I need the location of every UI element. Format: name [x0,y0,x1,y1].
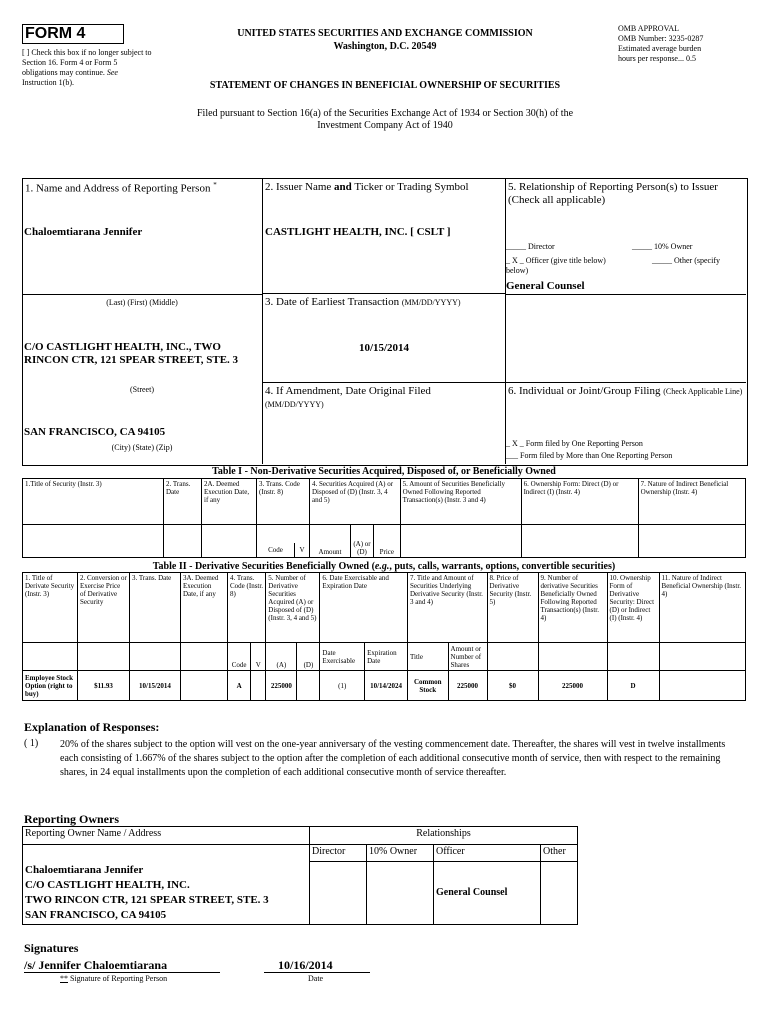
box6-label: 6. Individual or Joint/Group Filing (Check Applicable Line) [508,385,743,397]
name-caption: (Last) (First) (Middle) [106,298,178,307]
table2-title: Table II - Derivative Securities Beneficially Owned (e.g., puts, calls, warrants, options, convertible securities) [152,561,616,572]
top-box-grid [22,178,748,466]
filed-pursuant: Filed pursuant to Section 16(a) of the Securities Exchange Act of 1934 or Section 30(h) of the Investment Company Act of 1940 [196,108,574,131]
box4-label: 4. If Amendment, Date Original Filed [265,385,431,397]
table2: 1. Title of Derivate Security (Instr. 3) 2. Conversion or Exercise Price of Derivative Security 3. Trans. Date 3A. Deemed Execution Date, if any 4. Trans. Code (Instr. 8) 5. Number of Derivative Securities Acquired (A) or Disposed of (D) (Instr. 3, 4 and 5) 6. Date Exercisable and Expiration Date 7. Title and Amount of Securities Underlying Derivative Security (Instr. 3 and 4) 8. Price of Derivative Security (Instr. 5) 9. Number of derivative Securities Beneficially Owned Following Reported Transaction(s) (Instr. 4) 10. Ownership Form of Derivative Security: Direct (D) or Indirect (I) (Instr. 4) 11. Nature of Indirect Beneficial Ownership (Instr. 4) Code V (A) (D) Date Exercisable Expiration Date Title Amount or Number of Shares Employee Stock Option (right to buy) $11.93 10/15/2014 A 225000 (1) 10/14/2024 Common Stock 225000 $0 225000 D [22,572,746,701]
filing-option-one: _ X _ Form filed by One Reporting Person [506,439,643,448]
form-title-box [22,24,124,44]
box1-label: 1. Name and Address of Reporting Person * [25,181,217,195]
owners-title: Reporting Owners [24,812,119,826]
box3-label: 3. Date of Earliest Transaction (MM/DD/YYYY) [265,296,461,308]
street-caption: (Street) [130,385,154,394]
issuer-name: CASTLIGHT HEALTH, INC. [ CSLT ] [265,226,451,238]
city-caption: (City) (State) (Zip) [111,443,173,452]
agency-name: UNITED STATES SECURITIES AND EXCHANGE COMMISSION [237,28,533,39]
earliest-transaction-date: 10/15/2014 [358,342,410,354]
date-caption: Date [308,974,324,983]
table1: 1.Title of Security (Instr. 3) 2. Trans. Date 2A. Deemed Execution Date, if any 3. Trans. Code (Instr. 8) 4. Securities Acquired (A) or Disposed of (D) (Instr. 3, 4 and 5) 5. Amount of Securities Beneficially Owned Following Reported Transaction(s) (Instr. 3 and 4) 6. Ownership Form: Direct (D) or Indirect (I) (Instr. 4) 7. Nature of Indirect Beneficial Ownership (Instr. 4) Code V Amount (A) or (D) Price [22,478,746,558]
box5-label: 5. Relationship of Reporting Person(s) to Issuer (Check all applicable) [508,181,718,206]
signature-caption: ** Signature of Reporting Person [60,974,168,983]
filing-option-many: ___ Form filed by More than One Reporting Person [506,451,673,460]
ten-pct-option: _____ 10% Owner [632,242,693,251]
owners-table: Reporting Owner Name / Address Relationships Director 10% Owner Officer Other Chaloemtiarana Jennifer C/O CASTLIGHT HEALTH, INC. TWO RINCON CTR, 121 SPEAR STREET, STE. 3 SAN FRANCISCO, CA 94105 General Counsel [22,826,578,925]
signature-date: 10/16/2014 [278,958,333,972]
reporting-person-name: Chaloemtiarana Jennifer [24,226,143,238]
reporting-person-street: C/O CASTLIGHT HEALTH, INC., TWO RINCON CTR, 121 SPEAR STREET, STE. 3 [24,341,239,366]
table-row: Employee Stock Option (right to buy) $11.93 10/15/2014 A 225000 (1) 10/14/2024 Common Stock 225000 $0 225000 D [23,671,746,701]
check-box-text: [ ] Check this box if no longer subject to Section 16. Form 4 or Form 5 obligations may continue. See Instruction 1(b). [22,48,152,87]
explanation-text: 20% of the shares subject to the option will vest on the one-year anniversary of the vesting commencement date. Thereafter, the shares will vest in twelve installments each consisting of 1.667% of the shares subject to the option after the completion of each additional consecutive month of service, then with respect to the remaining shares, in 24 equal installments upon the completion of each additional consecutive month of service thereafter. [60,739,726,778]
signatures-title: Signatures [24,941,79,955]
statement-title: STATEMENT OF CHANGES IN BENEFICIAL OWNERSHIP OF SECURITIES [209,80,561,91]
officer-title: General Counsel [506,280,585,292]
box4-label-small: (MM/DD/YYYY) [265,400,324,409]
omb-approval: OMB APPROVAL OMB Number: 3235-0287 Estimated average burden hours per response... 0.5 [618,24,704,63]
explanation-title: Explanation of Responses: [24,720,160,734]
form-title: FORM 4 [25,25,86,42]
explanation-number: ( 1) [24,738,39,749]
director-option: _____ Director [506,242,555,251]
signature-name: /s/ Jennifer Chaloemtiarana [24,958,168,972]
box2-label: 2. Issuer Name and Ticker or Trading Symbol [265,181,469,193]
agency-address: Washington, D.C. 20549 [333,41,437,52]
table1-title: Table I - Non-Derivative Securities Acquired, Disposed of, or Beneficially Owned [212,466,556,477]
table-row: Chaloemtiarana Jennifer C/O CASTLIGHT HEALTH, INC. TWO RINCON CTR, 121 SPEAR STREET, STE. 3 SAN FRANCISCO, CA 94105 General Counsel [23,862,578,925]
reporting-person-city: SAN FRANCISCO, CA 94105 [24,426,166,438]
officer-option: _ X _ Officer (give title below) [506,256,606,265]
other-option: _____ Other (specify below) [506,256,720,275]
